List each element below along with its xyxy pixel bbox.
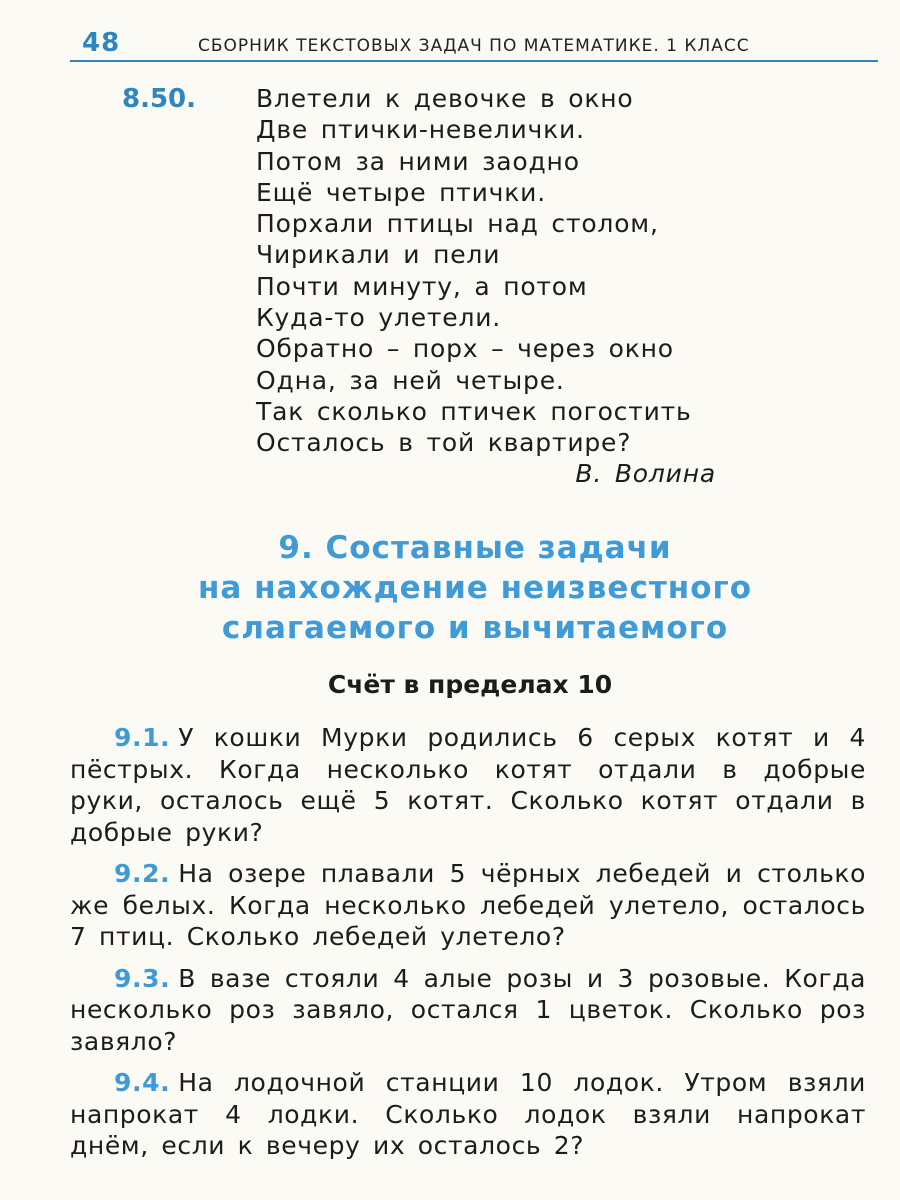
poem-line: Порхали птицы над столом, [256, 209, 659, 239]
poem-author: В. Волина [575, 459, 716, 488]
problem-text: У кошки Мурки родились 6 серых котят и 4 пёстрых. Когда несколько котят отдали в добрые руки, осталось ещё 5 котят. Сколько котят отдали в добрые руки? [70, 723, 866, 847]
poem-line: Две птички-невелички. [256, 115, 585, 145]
subsection-title: Счёт в пределах 10 [327, 670, 613, 699]
problem-item [70, 858, 866, 953]
problem-item [70, 1067, 866, 1162]
poem-line: Куда-то улетели. [256, 303, 502, 333]
poem-line: Так сколько птичек погостить [256, 396, 692, 426]
problem-text: На лодочной станции 10 лодок. Утром взяли напрокат 4 лодки. Сколько лодок взяли напрокат днём, если к вечеру их осталось 2? [70, 1068, 866, 1160]
problem-number: 9.1. [114, 723, 171, 752]
problem-text: В вазе стояли 4 алые розы и 3 розовые. Когда несколько роз завяло, остался 1 цветок. Сколько роз завяло? [70, 963, 866, 1056]
running-title: СБОРНИК ТЕКСТОВЫХ ЗАДАЧ ПО МАТЕМАТИКЕ. 1 КЛАСС [198, 36, 750, 56]
poem-text [256, 83, 692, 459]
section-title-line: на нахождение неизвестного [198, 570, 752, 606]
poem-line: Ещё четыре птички. [256, 177, 546, 207]
problem-item [70, 963, 866, 1058]
poem-line: Обратно – порх – через окно [256, 334, 674, 364]
problem-number: 9.3. [114, 963, 171, 993]
poem-line: Потом за ними заодно [256, 146, 580, 176]
poem-line: Одна, за ней четыре. [256, 365, 565, 395]
problem-number: 9.4. [114, 1068, 171, 1097]
page-number: 48 [82, 28, 121, 58]
problem-text: На озере плавали 5 чёрных лебедей и столько же белых. Когда несколько лебедей улетело, осталось 7 птиц. Сколько лебедей улетело? [70, 859, 866, 951]
section-title-line: 9. Составные задачи [278, 530, 672, 566]
poem-line: Влетели к девочке в окно [256, 84, 634, 113]
poem-line: Чирикали и пели [256, 240, 501, 270]
problem-list [70, 722, 866, 1172]
problem-item [70, 722, 866, 848]
poem-number: 8.50. [122, 84, 197, 114]
section-title [0, 528, 900, 648]
problem-number: 9.2. [114, 859, 171, 888]
poem-line: Осталось в той квартире? [256, 428, 632, 458]
poem-line: Почти минуту, а потом [256, 271, 588, 301]
section-title-line: слагаемого и вычитаемого [221, 610, 729, 646]
header-divider [70, 60, 878, 62]
